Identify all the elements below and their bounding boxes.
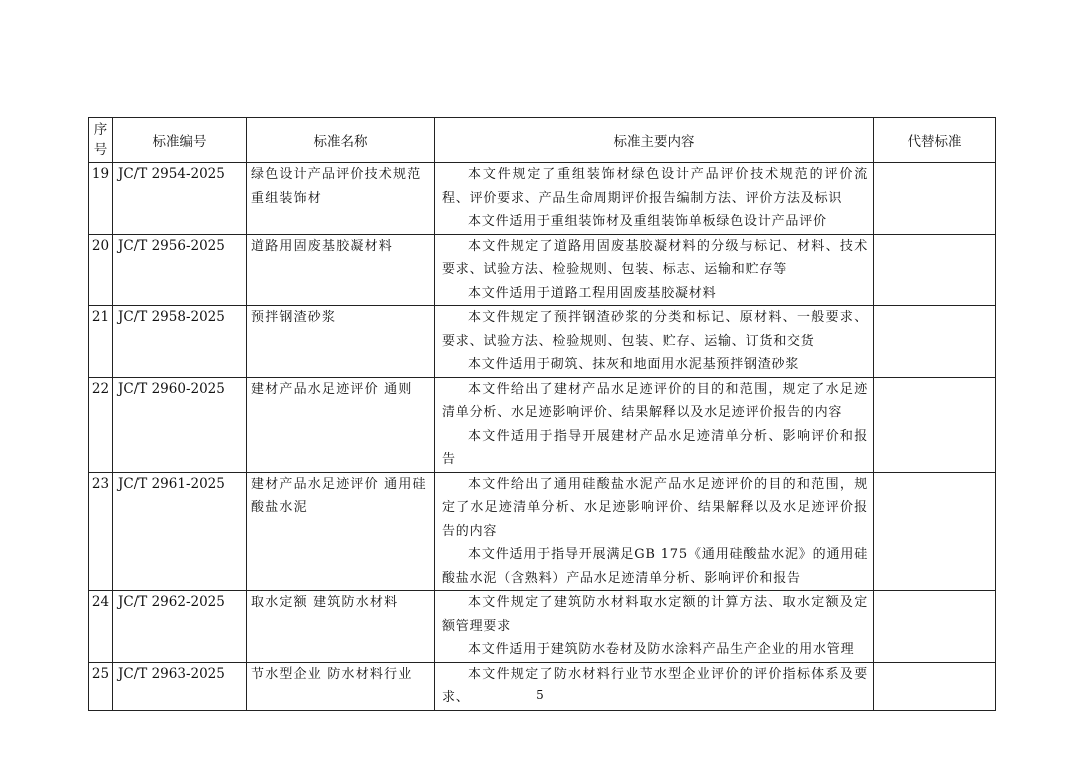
cell-seq: 20	[89, 234, 113, 306]
cell-code: JC/T 2960-2025	[113, 377, 247, 472]
cell-replace	[874, 163, 996, 235]
cell-name: 节水型企业 防水材料行业	[247, 662, 435, 710]
cell-content	[435, 662, 874, 710]
cell-name: 道路用固废基胶凝材料	[247, 234, 435, 306]
content-paragraph: 本文件适用于道路工程用固废基胶凝材料	[468, 285, 717, 301]
cell-name: 预拌钢渣砂浆	[247, 306, 435, 378]
header-content: 标准主要内容	[435, 118, 874, 163]
cell-seq: 25	[89, 662, 113, 710]
cell-code: JC/T 2956-2025	[113, 234, 247, 306]
cell-name: 建材产品水足迹评价 通则	[247, 377, 435, 472]
table-row	[89, 472, 996, 591]
header-replace: 代替标准	[874, 118, 996, 163]
table-row	[89, 591, 996, 663]
content-paragraph: 本文件规定了防水材料行业节水型企业评价的评价指标体系及要求、	[442, 666, 868, 705]
table-row	[89, 234, 996, 306]
table-row	[89, 306, 996, 378]
cell-replace	[874, 472, 996, 591]
cell-replace	[874, 377, 996, 472]
table-body	[89, 163, 996, 711]
cell-content	[435, 472, 874, 591]
table-row	[89, 163, 996, 235]
cell-seq: 21	[89, 306, 113, 378]
content-paragraph: 本文件适用于建筑防水卷材及防水涂料产品生产企业的用水管理	[468, 642, 855, 657]
cell-seq: 24	[89, 591, 113, 663]
cell-replace	[874, 234, 996, 306]
cell-replace	[874, 306, 996, 378]
cell-content	[435, 591, 874, 663]
cell-seq: 19	[89, 163, 113, 235]
content-paragraph: 本文件规定了道路用固废基胶凝材料的分级与标记、材料、技术要求、试验方法、检验规则、包装、标志、运输和贮存等	[442, 238, 868, 277]
content-paragraph: 本文件适用于重组装饰材及重组装饰单板绿色设计产品评价	[468, 214, 827, 229]
table-header-row	[89, 118, 996, 163]
cell-name: 建材产品水足迹评价 通用硅酸盐水泥	[247, 472, 435, 591]
cell-code: JC/T 2963-2025	[113, 662, 247, 710]
content-paragraph: 本文件规定了预拌钢渣砂浆的分类和标记、原材料、一般要求、要求、试验方法、检验规则、包装、贮存、运输、订货和交货	[442, 310, 868, 349]
cell-name: 绿色设计产品评价技术规范 重组装饰材	[247, 163, 435, 235]
cell-content	[435, 163, 874, 235]
content-paragraph: 本文件适用于砌筑、抹灰和地面用水泥基预拌钢渣砂浆	[468, 357, 800, 372]
content-paragraph: 本文件规定了重组装饰材绿色设计产品评价技术规范的评价流程、评价要求、产品生命周期评价报告编制方法、评价方法及标识	[442, 167, 868, 206]
cell-code: JC/T 2962-2025	[113, 591, 247, 663]
cell-code: JC/T 2958-2025	[113, 306, 247, 378]
cell-seq: 22	[89, 377, 113, 472]
standards-table	[88, 117, 996, 711]
header-code: 标准编号	[113, 118, 247, 163]
cell-seq: 23	[89, 472, 113, 591]
content-paragraph: 本文件规定了建筑防水材料取水定额的计算方法、取水定额及定额管理要求	[442, 595, 868, 634]
cell-content	[435, 306, 874, 378]
header-name: 标准名称	[247, 118, 435, 163]
content-paragraph: 本文件适用于指导开展满足GB 175《通用硅酸盐水泥》的通用硅酸盐水泥（含熟料）产品水足迹清单分析、影响评价和报告	[442, 547, 868, 586]
cell-content	[435, 234, 874, 306]
content-paragraph: 本文件适用于指导开展建材产品水足迹清单分析、影响评价和报告	[442, 428, 868, 467]
page-number: 5	[536, 688, 544, 702]
cell-code: JC/T 2954-2025	[113, 163, 247, 235]
content-paragraph: 本文件给出了建材产品水足迹评价的目的和范围，规定了水足迹清单分析、水足迹影响评价、结果解释以及水足迹评价报告的内容	[442, 381, 868, 420]
cell-code: JC/T 2961-2025	[113, 472, 247, 591]
content-paragraph: 本文件给出了通用硅酸盐水泥产品水足迹评价的目的和范围，规定了水足迹清单分析、水足迹影响评价、结果解释以及水足迹评价报告的内容	[442, 476, 868, 539]
table-row	[89, 662, 996, 710]
cell-replace	[874, 662, 996, 710]
cell-name: 取水定额 建筑防水材料	[247, 591, 435, 663]
table-row	[89, 377, 996, 472]
cell-replace	[874, 591, 996, 663]
cell-content	[435, 377, 874, 472]
header-seq: 序 号	[89, 118, 113, 163]
